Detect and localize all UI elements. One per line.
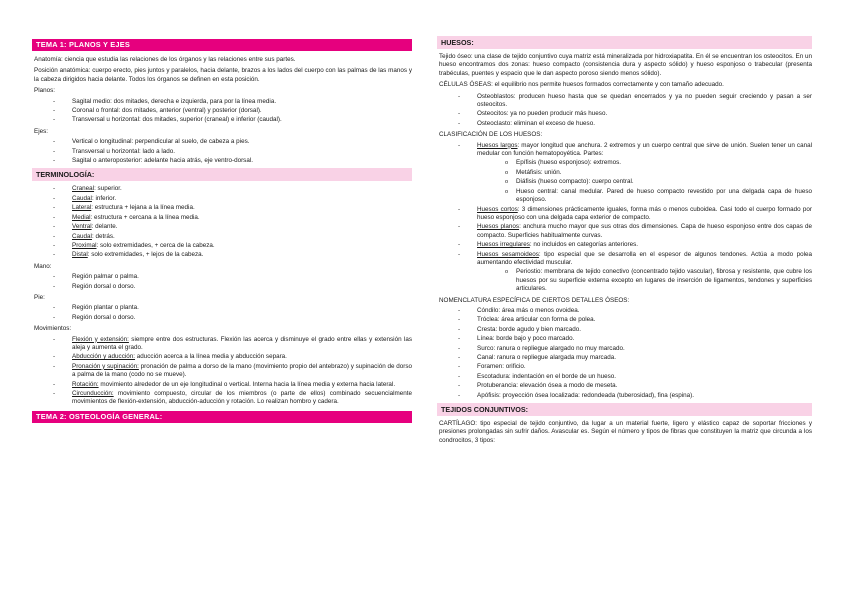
term: Abducción y aducción:: [72, 353, 136, 361]
terminologia-list: [32, 185, 412, 259]
clasificacion-label: CLASIFICACIÓN DE LOS HUESOS:: [439, 131, 543, 139]
list-item: - Vertical o longitudinal: perpendicular al suelo, de cabeza a pies.: [32, 138, 412, 146]
anatomia-definition: Anatomía: ciencia que estudia las relaciones de los órganos y las relaciones entre sus partes.: [34, 56, 296, 63]
term: Distal: [72, 251, 88, 259]
planos-label: Planos:: [34, 87, 56, 95]
list-item: [437, 251, 812, 268]
tema1-heading: TEMA 1: PLANOS Y EJES: [32, 39, 412, 51]
list-item: [32, 390, 412, 407]
term-desc: movimiento alrededor de un eje longitudinal o vertical. Interna hacia la línea media y externa hacia lateral.: [98, 380, 396, 388]
mano-list: [32, 273, 412, 291]
term-desc: : anchura mucho mayor que sus otras dos dimensiones. Capa de hueso esponjoso entre dos capas de compacto. Superficies habitualmente curvas.: [477, 223, 813, 239]
tejido-oseo-definition: Tejido óseo: una clase de tejido conjuntivo cuya matriz está mineralizada por hidroxiapatita. En él se encuentran los osteocitos. En un hueso encontramos dos zonas: hueso compacto (consistencia dura y aspecto sólido) y hueso esponjoso o trabecular (presenta trabéculas, puentes y espacio que le dan aspecto poroso siendo menos sólido).: [439, 53, 812, 77]
list-item: - Surco: ranura o repliegue alargado no muy marcado.: [437, 345, 812, 353]
tema2-heading: TEMA 2: OSTEOLOGÍA GENERAL:: [32, 411, 412, 423]
list-item: [437, 142, 812, 159]
list-item: - Coronal o frontal: dos mitades, anterior (ventral) y posterior (dorsal).: [32, 107, 412, 115]
tejidos-heading: TEJIDOS CONJUNTIVOS:: [437, 403, 812, 416]
term: Rotación:: [72, 380, 99, 388]
term: Caudal: [72, 232, 92, 240]
right-column: [437, 36, 812, 448]
clasificacion-list: [437, 142, 812, 294]
list-item: [32, 185, 412, 193]
list-item: - Cóndilo: área más o menos ovoidea.: [437, 307, 812, 315]
list-item: - Tróclea: área articular con forma de polea.: [437, 316, 812, 324]
sub-list-item: o Metáfisis: unión.: [437, 169, 812, 177]
list-item: [32, 363, 412, 380]
huesos-heading: HUESOS:: [437, 36, 812, 49]
list-item: - Región plantar o planta.: [32, 304, 412, 312]
list-item: - Región dorsal o dorso.: [32, 314, 412, 322]
list-item: [437, 223, 812, 240]
list-item: - Canal: ranura o repliegue alargada muy marcada.: [437, 354, 812, 362]
list-item: - Transversal u horizontal: dos mitades, superior (craneal) e inferior (caudal).: [32, 116, 412, 124]
term-desc: : mayor longitud que anchura. 2 extremos y un cuerpo central que sirve de unión. Suelen tener un canal medular con función hematopoyética. Partes:: [477, 141, 812, 158]
term: Huesos largos: [477, 141, 518, 149]
term: Medial: [72, 213, 91, 221]
list-item: - Línea: borde bajo y poco marcado.: [437, 335, 812, 343]
sub-list-item: o Periostio: membrana de tejido conectivo (concentrado tejido vascular), fibrosa y resistente, que cubre los huesos por su superficie externa excepto en lugares de inserción de ligamentos, tendones y superficies articulares.: [437, 268, 812, 293]
term-desc: : estructura + cercana a la línea media.: [90, 213, 200, 221]
nomenclatura-list: [437, 307, 812, 400]
term-desc: : delante.: [91, 223, 118, 231]
pie-label: Pie:: [34, 293, 45, 301]
sub-list-item: o Diáfisis (hueso compacto): cuerpo central.: [437, 178, 812, 186]
term-desc: aducción acerca a la línea media y abducción separa.: [135, 353, 287, 361]
planos-list: [32, 98, 412, 125]
term-desc: : solo extremidades, + cerca de la cabeza.: [96, 241, 215, 249]
term: Proximal: [72, 241, 97, 249]
term-desc: siempre entre dos estructuras. Flexión las acerca y disminuye el grado entre ellas y extensión las aleja y aumenta el grado.: [72, 335, 413, 351]
list-item: - Foramen: orificio.: [437, 363, 812, 371]
list-item: - Sagital o anteroposterior: adelante hacia atrás, eje ventro-dorsal.: [32, 157, 412, 165]
list-item: - Apófisis: proyección ósea localizada: redondeada (tuberosidad), fina (espina).: [437, 392, 812, 400]
list-item: [32, 336, 412, 353]
list-item: - Osteocitos: ya no pueden producir más hueso.: [437, 110, 812, 118]
ejes-list: [32, 138, 412, 165]
term-desc: pronación de palma a dorso de la mano (movimiento propio del antebrazo) y supinación de dorso a palma de la mano (codo no se mueve).: [72, 362, 412, 379]
movimientos-label: Movimientos:: [34, 325, 72, 333]
list-item: - Cresta: borde agudo y bien marcado.: [437, 326, 812, 334]
cartilago-definition: CARTÍLAGO: tipo especial de tejido conjuntivo, da lugar a un material fuerte, ligero y elástico capaz de soportar fricciones y presiones prolongadas sin sufrir daños. Avascular es. Según el número y tipos de fibras que constituyen la matriz que circunda a los condrocitos, 3 tipos:: [439, 420, 812, 444]
list-item: - Transversal u horizontal: lado a lado.: [32, 148, 412, 156]
list-item: - Región dorsal o dorso.: [32, 283, 412, 291]
list-item: - Osteoblastos: producen hueso hasta que se quedan encerrados y ya no pueden seguir creciendo y pasan a ser osteocitos.: [437, 93, 812, 110]
list-item: [437, 241, 812, 249]
list-item: [437, 206, 812, 223]
term-desc: : tipo especial que se desarrolla en el espesor de algunos tendones. Actúa a modo polea aumentando efectividad muscular.: [477, 250, 813, 266]
sub-list-item: o Epífisis (hueso esponjoso): extremos.: [437, 159, 812, 167]
celulas-label: CÉLULAS ÓSEAS:: [439, 81, 493, 89]
term-desc: : estructura + lejana a la línea media.: [91, 204, 195, 212]
celulas-paragraph: [439, 81, 812, 89]
nomenclatura-label: NOMENCLATURA ESPECÍFICA DE CIERTOS DETALLES ÓSEOS:: [439, 296, 630, 304]
pie-list: [32, 304, 412, 322]
left-column: [32, 39, 412, 428]
term: Huesos cortos: [477, 205, 518, 213]
list-item: [32, 233, 412, 241]
list-item: - Osteoclasto: eliminan el exceso de hueso.: [437, 120, 812, 128]
term-desc: : inferior.: [91, 194, 117, 202]
terminologia-heading: TERMINOLOGÍA:: [32, 168, 412, 181]
term-desc: : solo extremidades, + lejos de la cabeza.: [87, 251, 204, 259]
term: Flexión y extensión:: [72, 335, 129, 343]
sub-list-item: o Hueso central: canal medular. Pared de hueso compacto revestido por una delgada capa de hueso esponjoso.: [437, 188, 812, 205]
term: Caudal: [72, 194, 92, 202]
term: Huesos irregulares: [477, 241, 530, 249]
term: Huesos planos: [477, 223, 520, 231]
list-item: [32, 204, 412, 212]
list-item: [32, 251, 412, 259]
term: Huesos sesamoideos: [477, 250, 539, 258]
movimientos-list: [32, 336, 412, 407]
term-desc: : superior.: [94, 185, 122, 193]
celulas-list: [437, 93, 812, 129]
list-item: [32, 214, 412, 222]
term: Circunducción:: [72, 390, 114, 397]
list-item: - Protuberancia: elevación ósea a modo de meseta.: [437, 382, 812, 390]
list-item: [32, 195, 412, 203]
list-item: [32, 223, 412, 231]
term: Lateral: [72, 204, 92, 212]
list-item: [32, 242, 412, 250]
term: Ventral: [72, 223, 92, 231]
list-item: [32, 353, 412, 361]
term-desc: movimiento compuesto, circular de los miembros (o parte de ellos) combinado secuencialmente movimientos de flexión-extensión, abducción-aducción y rotación. Lo realizan hombro y cadera.: [72, 390, 412, 406]
list-item: - Sagital medio: dos mitades, derecha e izquierda, para por la línea media.: [32, 98, 412, 106]
mano-label: Mano:: [34, 262, 52, 270]
celulas-intro: el equilibrio nos permite huesos formados correctamente y con tamaño adecuado.: [492, 81, 724, 89]
term-desc: : no incluidos en categorías anteriores.: [529, 241, 639, 249]
ejes-label: Ejes:: [34, 127, 48, 135]
posicion-definition: Posición anatómica: cuerpo erecto, pies juntos y paralelos, hacia delante, brazos a los lados del cuerpo con las palmas de las manos y la cabeza dirigidos hacia delante. Todos los órganos se definen en esta posición.: [34, 67, 412, 83]
list-item: - Escotadura: indentación en el borde de un hueso.: [437, 373, 812, 381]
list-item: [32, 381, 412, 389]
term-desc: : 3 dimensiones prácticamente iguales, forma más o menos cuboidea. Casi todo el cuerpo formado por hueso esponjoso con una delgada capa exterior de compacto.: [477, 205, 812, 221]
term: Craneal: [72, 185, 95, 193]
list-item: - Región palmar o palma.: [32, 273, 412, 281]
term: Pronación y supinación:: [72, 362, 139, 370]
term-desc: : detrás.: [91, 232, 115, 240]
